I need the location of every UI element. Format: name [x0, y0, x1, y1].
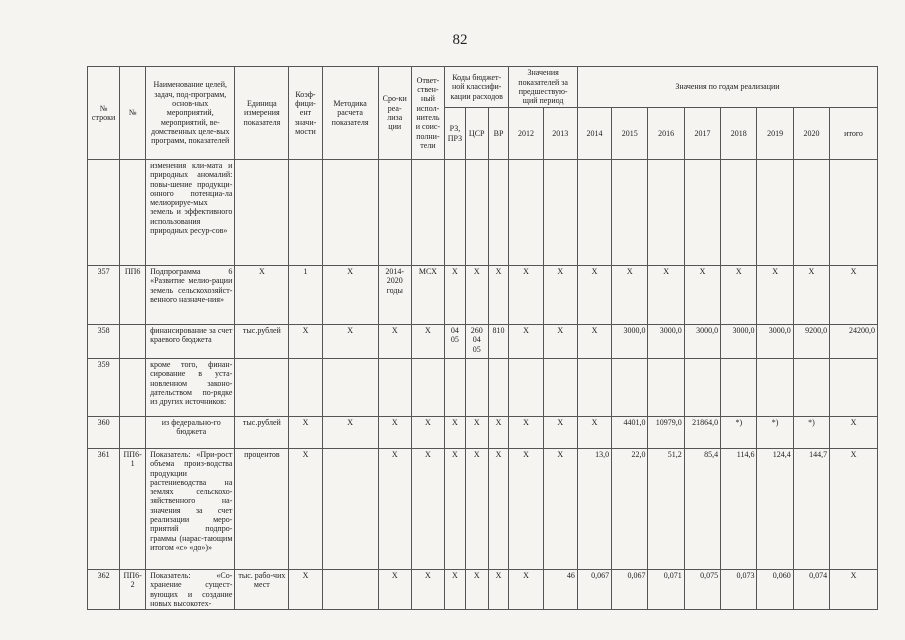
table-header — [88, 67, 878, 160]
row-2019 — [757, 359, 793, 417]
header-2018: 2018 — [721, 108, 757, 160]
row-terms: X — [378, 570, 411, 610]
row-total — [830, 160, 878, 266]
row-2014: X — [577, 266, 611, 325]
row-coef — [289, 160, 322, 266]
row-2015 — [612, 359, 648, 417]
row-coef: X — [289, 570, 322, 610]
row-name: финансирование за счет краевого бюджета — [146, 325, 235, 359]
row-total: X — [830, 266, 878, 325]
row-2017: 0,075 — [684, 570, 720, 610]
row-method: X — [322, 417, 378, 449]
header-2014: 2014 — [577, 108, 611, 160]
row-total: X — [830, 570, 878, 610]
row-2016: 10979,0 — [648, 417, 684, 449]
row-code — [120, 325, 146, 359]
row-terms: X — [378, 325, 411, 359]
row-2015: 4401,0 — [612, 417, 648, 449]
row-2018: 0,073 — [721, 570, 757, 610]
header-csr: ЦСР — [465, 108, 488, 160]
row-2017: 85,4 — [684, 449, 720, 570]
row-2016: 3000,0 — [648, 325, 684, 359]
row-unit: тыс.рублей — [235, 417, 289, 449]
row-2013: 46 — [543, 570, 577, 610]
header-name: Наименование целей, задач, под-программ, основ-ных мероприятий, мероприятий, ве-домственных целе-вых программ, показателей — [146, 67, 235, 160]
row-2020: *) — [793, 417, 829, 449]
row-rz: X — [445, 417, 466, 449]
row-unit — [235, 359, 289, 417]
row-2019: 0,060 — [757, 570, 793, 610]
row-unit: тыс.рублей — [235, 325, 289, 359]
row-2018: X — [721, 266, 757, 325]
row-terms: X — [378, 449, 411, 570]
row-2020: 0,074 — [793, 570, 829, 610]
row-2016 — [648, 359, 684, 417]
row-2015: X — [612, 266, 648, 325]
row-2019: 3000,0 — [757, 325, 793, 359]
row-code: ПП6-2 — [120, 570, 146, 610]
row-total: X — [830, 449, 878, 570]
header-2013: 2013 — [543, 108, 577, 160]
row-2017: X — [684, 266, 720, 325]
row-number: 361 — [88, 449, 120, 570]
row-2018 — [721, 160, 757, 266]
row-2012 — [509, 359, 543, 417]
row-2019 — [757, 160, 793, 266]
header-years-values: Значения по годам реализации — [577, 67, 877, 108]
header-2012: 2012 — [509, 108, 543, 160]
row-unit: X — [235, 266, 289, 325]
page-number: 82 — [452, 32, 468, 48]
row-total: X — [830, 417, 878, 449]
row-2013 — [543, 160, 577, 266]
row-2012: X — [509, 449, 543, 570]
row-2016: 0,071 — [648, 570, 684, 610]
header-total: итого — [830, 108, 878, 160]
row-2020: 144,7 — [793, 449, 829, 570]
row-2014: X — [577, 417, 611, 449]
row-number: 360 — [88, 417, 120, 449]
row-terms: X — [378, 417, 411, 449]
row-2017: 21864,0 — [684, 417, 720, 449]
row-2012: X — [509, 325, 543, 359]
row-terms — [378, 359, 411, 417]
row-2017: 3000,0 — [684, 325, 720, 359]
row-terms — [378, 160, 411, 266]
table-body — [88, 160, 878, 610]
row-2020 — [793, 160, 829, 266]
row-method — [322, 570, 378, 610]
row-method: X — [322, 266, 378, 325]
row-coef: X — [289, 325, 322, 359]
row-vr: X — [488, 266, 509, 325]
row-method — [322, 160, 378, 266]
row-name: Показатель: «Со-хранение сущест-вующих и создание новых высокотех- — [146, 570, 235, 610]
row-responsible: X — [411, 325, 444, 359]
row-name: Подпрограмма 6 «Развитие мелио-рации земель сельскохозяйст-венного назначе-ния» — [146, 266, 235, 325]
row-2012: X — [509, 570, 543, 610]
row-2019: *) — [757, 417, 793, 449]
table-row — [88, 417, 878, 449]
row-2016: X — [648, 266, 684, 325]
row-vr — [488, 160, 509, 266]
table-row — [88, 449, 878, 570]
row-2016 — [648, 160, 684, 266]
header-2017: 2017 — [684, 108, 720, 160]
row-vr — [488, 359, 509, 417]
row-2018 — [721, 359, 757, 417]
row-csr: X — [465, 570, 488, 610]
row-rz: X — [445, 570, 466, 610]
row-2017 — [684, 160, 720, 266]
row-2012: X — [509, 417, 543, 449]
row-csr: X — [465, 449, 488, 570]
header-row-no: № строки — [88, 67, 120, 160]
row-total: 24200,0 — [830, 325, 878, 359]
table-row — [88, 266, 878, 325]
row-2013: X — [543, 449, 577, 570]
row-responsible — [411, 160, 444, 266]
header-2015: 2015 — [612, 108, 648, 160]
row-number: 359 — [88, 359, 120, 417]
row-coef: X — [289, 417, 322, 449]
row-2017 — [684, 359, 720, 417]
row-2020: 9200,0 — [793, 325, 829, 359]
row-csr: X — [465, 417, 488, 449]
row-2019: X — [757, 266, 793, 325]
header-unit: Единица измерения показателя — [235, 67, 289, 160]
program-indicators-table — [87, 66, 878, 610]
row-rz: 04 05 — [445, 325, 466, 359]
header-responsible: Ответ-ствен-ный испол-нитель и соис-полни-тели — [411, 67, 444, 160]
row-code: ПП6-1 — [120, 449, 146, 570]
row-coef — [289, 359, 322, 417]
header-2020: 2020 — [793, 108, 829, 160]
row-2020: X — [793, 266, 829, 325]
row-responsible: X — [411, 417, 444, 449]
header-method: Методика расчета показателя — [322, 67, 378, 160]
row-vr: X — [488, 449, 509, 570]
row-2013: X — [543, 325, 577, 359]
row-unit: процентов — [235, 449, 289, 570]
row-2020 — [793, 359, 829, 417]
row-2014: 13,0 — [577, 449, 611, 570]
row-2016: 51,2 — [648, 449, 684, 570]
row-2013: X — [543, 417, 577, 449]
row-csr: X — [465, 266, 488, 325]
row-rz: X — [445, 449, 466, 570]
row-number: 362 — [88, 570, 120, 610]
row-vr: 810 — [488, 325, 509, 359]
row-2014 — [577, 359, 611, 417]
row-2015: 22,0 — [612, 449, 648, 570]
row-2014 — [577, 160, 611, 266]
row-unit: тыс. рабо-чих мест — [235, 570, 289, 610]
row-name: кроме того, финан-сирование в уста-новленном законо-дательством по-рядке из других источников: — [146, 359, 235, 417]
row-code — [120, 417, 146, 449]
row-2012: X — [509, 266, 543, 325]
header-rz: РЗ, ПРЗ — [445, 108, 466, 160]
table-row — [88, 160, 878, 266]
row-rz — [445, 160, 466, 266]
header-2019: 2019 — [757, 108, 793, 160]
row-rz — [445, 359, 466, 417]
row-csr — [465, 359, 488, 417]
row-rz: X — [445, 266, 466, 325]
header-terms: Сро-ки реа-лиза ции — [378, 67, 411, 160]
row-code — [120, 160, 146, 266]
header-code: № — [120, 67, 146, 160]
header-prev-values: Значения показателей за предшествую-щий период — [509, 67, 578, 108]
row-name: из федерально-го бюджета — [146, 417, 235, 449]
row-2013: X — [543, 266, 577, 325]
row-coef: 1 — [289, 266, 322, 325]
header-budget-codes: Коды бюджет-ной классифи-кации расходов — [445, 67, 509, 108]
row-vr: X — [488, 417, 509, 449]
row-2018: 114,6 — [721, 449, 757, 570]
table-row — [88, 325, 878, 359]
row-csr — [465, 160, 488, 266]
row-unit — [235, 160, 289, 266]
row-responsible: МСХ — [411, 266, 444, 325]
row-2018: 3000,0 — [721, 325, 757, 359]
row-responsible — [411, 359, 444, 417]
row-method — [322, 359, 378, 417]
table-row — [88, 359, 878, 417]
row-2018: *) — [721, 417, 757, 449]
row-terms: 2014-2020 годы — [378, 266, 411, 325]
row-total — [830, 359, 878, 417]
row-name: Показатель: «При-рост объема произ-водства продукции растениеводства на землях сельскохо-зяйственного на-значения за счет реализации меро-приятий подпро-граммы (нарас-тающим итогом «с» «до»)» — [146, 449, 235, 570]
row-method — [322, 449, 378, 570]
row-vr: X — [488, 570, 509, 610]
header-coef: Коэф-фици-ент значи-мости — [289, 67, 322, 160]
row-2015 — [612, 160, 648, 266]
row-responsible: X — [411, 449, 444, 570]
row-method: X — [322, 325, 378, 359]
row-2013 — [543, 359, 577, 417]
row-csr: 260 04 05 — [465, 325, 488, 359]
row-number — [88, 160, 120, 266]
row-2019: 124,4 — [757, 449, 793, 570]
table-row — [88, 570, 878, 610]
row-2015: 3000,0 — [612, 325, 648, 359]
row-2015: 0,067 — [612, 570, 648, 610]
row-2014: 0,067 — [577, 570, 611, 610]
row-2012 — [509, 160, 543, 266]
row-number: 357 — [88, 266, 120, 325]
row-code — [120, 359, 146, 417]
header-2016: 2016 — [648, 108, 684, 160]
header-vr: ВР — [488, 108, 509, 160]
row-responsible: X — [411, 570, 444, 610]
row-code: ПП6 — [120, 266, 146, 325]
row-number: 358 — [88, 325, 120, 359]
row-2014: X — [577, 325, 611, 359]
row-coef: X — [289, 449, 322, 570]
row-name: изменения кли-мата и природных аномалий: повы-шение продукци-онного потенциа-ла мелиорируе-мых земель и эффективного использования природных ресур-сов» — [146, 160, 235, 266]
